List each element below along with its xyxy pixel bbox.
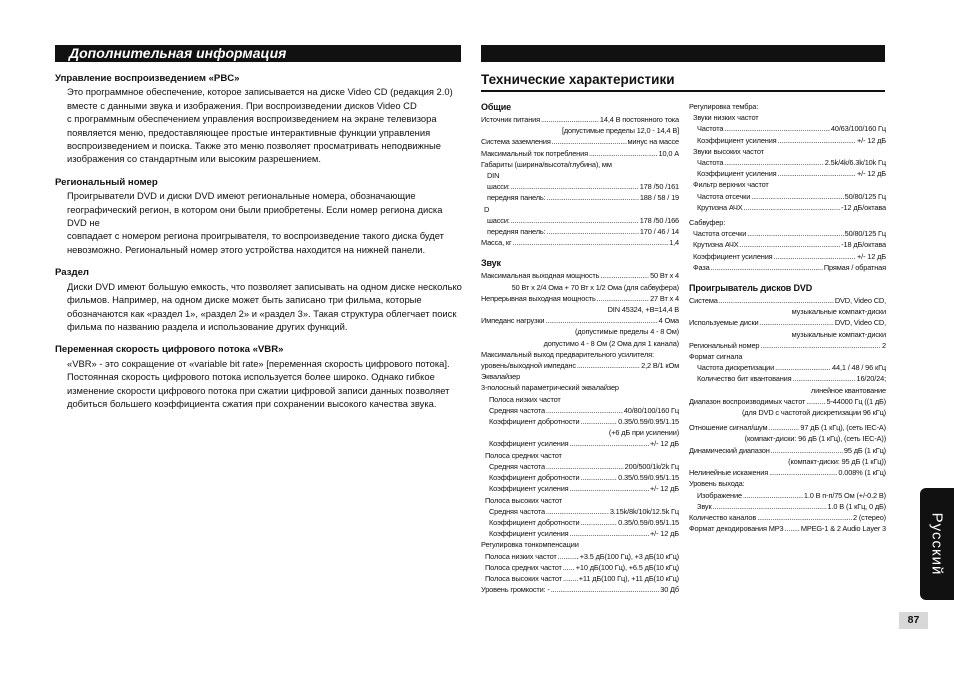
spec-row xyxy=(689,135,886,146)
spec-value: +/- 12 дБ xyxy=(857,169,886,179)
general-title: Общие xyxy=(481,102,511,112)
spec-key: Уровень громкости: - xyxy=(481,585,550,595)
spec-row xyxy=(481,237,679,248)
spec-row xyxy=(689,123,886,134)
spec-value: 5-44000 Гц ((1 дБ) xyxy=(826,396,886,406)
spec-key: Диапазон воспроизводимых частот xyxy=(689,396,806,406)
spec-label: Сабвуфер: xyxy=(689,218,726,228)
spec-value: 1,4 xyxy=(669,238,679,248)
spec-row xyxy=(481,528,679,539)
spec-row xyxy=(481,136,679,147)
spec-value: 1.0 В (1 кГц, 0 дБ) xyxy=(827,501,886,511)
spec-row xyxy=(689,157,886,168)
spec-row xyxy=(689,422,886,433)
spec-key: Крутизна АЧХ xyxy=(697,202,743,212)
spec-key: Полоса высоких частот xyxy=(485,573,563,583)
spec-row xyxy=(689,317,886,328)
spec-row xyxy=(689,168,886,179)
spec-row xyxy=(689,340,886,351)
text-line: «VBR» - это сокращение от «variable bit rate» [переменная скорость цифрового потока]. xyxy=(67,357,450,369)
spec-key: Средняя частота xyxy=(489,405,545,415)
spec-value: 16/20/24; xyxy=(856,374,886,384)
spec-row xyxy=(481,517,679,528)
spec-key: Коэффициент усиления xyxy=(489,484,569,494)
spec-key: Фаза xyxy=(693,262,710,272)
spec-note: DIN 45324, +В=14,4 В xyxy=(607,305,679,315)
spec-label: Полоса высоких частот xyxy=(485,495,563,505)
spec-value: 95 дБ (1 кГц) xyxy=(843,445,886,455)
spec-key: Нелинейные искажения xyxy=(689,468,769,478)
spec-row xyxy=(481,114,679,125)
specs-heading: Технические характеристики xyxy=(481,72,675,87)
spec-key: шасси: xyxy=(487,182,510,192)
text-line: фильма по названию раздела и использование других функций. xyxy=(67,320,348,332)
spec-value: DVD, Video CD, xyxy=(834,318,886,328)
spec-value: 178 /50 /161 xyxy=(639,182,679,192)
spec-row xyxy=(689,396,886,407)
right-header-bar xyxy=(481,45,885,62)
spec-row xyxy=(689,467,886,478)
spec-value: MPEG-1 & 2 Audio Layer 3 xyxy=(800,524,886,534)
spec-value: 50/80/125 Гц xyxy=(844,229,886,239)
left-column xyxy=(55,72,463,420)
spec-value: +/- 12 дБ xyxy=(650,439,679,449)
specs-column-1 xyxy=(481,101,679,595)
spec-row xyxy=(481,293,679,304)
spec-value: +10 дБ(100 Гц), +6.5 дБ(10 кГц) xyxy=(575,562,679,572)
text-line: Постоянная скорость цифрового потока используется более широко. Однако гибкое xyxy=(67,371,435,383)
spec-row xyxy=(689,251,886,262)
spec-label: Звуки низких частот xyxy=(693,113,759,123)
spec-row xyxy=(481,270,679,281)
spec-value: 27 Вт х 4 xyxy=(650,293,679,303)
spec-row xyxy=(689,523,886,534)
spec-value: 2.5k/4k/6.3k/10k Гц xyxy=(824,158,886,168)
text-line: Это программное обеспечение, которое записывается на диске Video CD (редакция 2.0) xyxy=(67,86,453,98)
language-tab-label: Русский xyxy=(928,512,946,576)
language-side-tab xyxy=(920,488,954,600)
spec-value: 0.008% (1 кГц) xyxy=(838,468,886,478)
spec-key: Система заземления xyxy=(481,137,551,147)
spec-row xyxy=(689,512,886,523)
spec-row xyxy=(689,501,886,512)
spec-row xyxy=(689,490,886,501)
spec-value: +/- 12 дБ xyxy=(650,529,679,539)
spec-row xyxy=(481,226,679,237)
spec-value: 2 xyxy=(882,340,886,350)
specs-column-2 xyxy=(689,101,886,534)
spec-value: 14,4 В постоянного тока xyxy=(599,115,679,124)
spec-value: 40/80/100/160 Гц xyxy=(623,405,679,415)
text-line: географический регион, в котором они были приобретены. Если номер региона диска DVD не xyxy=(67,203,443,229)
text-line: совпадает с номером региона проигрывателя, то воспроизведение такого диска будет xyxy=(67,230,444,242)
spec-label: D xyxy=(484,204,490,214)
spec-value: 0.35/0.59/0.95/1.15 xyxy=(618,417,679,427)
spec-value: +/- 12 дБ xyxy=(857,251,886,261)
spec-key: Полоса средних частот xyxy=(485,562,562,572)
spec-row xyxy=(689,202,886,213)
spec-value: +11 дБ(100 Гц), +11 дБ(10 кГц) xyxy=(578,573,679,583)
section-region xyxy=(55,176,463,256)
section-vbr xyxy=(55,343,463,410)
page-number: 87 xyxy=(899,612,928,629)
spec-key: Используемые диски xyxy=(689,318,759,328)
spec-key: Коэффициент усиления xyxy=(489,439,569,449)
spec-note: допустимо 4 - 8 Ом (2 Ома для 1 канала) xyxy=(543,338,679,348)
spec-note: (для DVD с частотой дискретизации 96 кГц) xyxy=(741,408,886,418)
spec-row xyxy=(481,562,679,573)
text-line: невозможно. Региональный номер этого устройства находится на нижней панели. xyxy=(67,243,426,255)
spec-key: Частота xyxy=(697,124,724,134)
spec-label: Габариты (ширина/высота/глубина), мм xyxy=(481,159,612,169)
spec-note: (допустимые пределы 4 - 8 Ом) xyxy=(575,327,679,337)
spec-key: передняя панель: xyxy=(487,227,546,237)
spec-key: Динамический диапазон xyxy=(689,445,770,455)
spec-key: Коэффициент добротности xyxy=(489,417,580,427)
spec-key: Максимальная выходная мощность xyxy=(481,271,600,281)
spec-value: 188 / 58 / 19 xyxy=(639,193,679,203)
spec-key: Частота отсечки xyxy=(697,191,751,201)
text-line: Проигрыватели DVD и диски DVD имеют региональные номера, обозначающие xyxy=(67,190,416,202)
spec-label: Регулировка тонкомпенсации xyxy=(481,540,579,550)
spec-row xyxy=(689,373,886,384)
spec-note: (+6 дБ при усилении) xyxy=(608,428,679,438)
spec-key: шасси: xyxy=(487,215,510,225)
spec-label: Эквалайзер xyxy=(481,372,521,382)
spec-key: Частота дискретизации xyxy=(697,363,775,373)
spec-value: 97 дБ (1 кГц), (сеть IEC-A) xyxy=(800,423,886,433)
spec-row xyxy=(481,192,679,203)
section-title: Управление воспроизведением «PBC» xyxy=(55,73,240,84)
spec-key: Средняя частота xyxy=(489,461,545,471)
spec-note: 50 Вт х 2/4 Ома + 70 Вт х 1/2 Ома (для сабвуфера) xyxy=(511,282,679,292)
spec-value: 44,1 / 48 / 96 кГц xyxy=(832,363,886,373)
spec-value: 4 Ома xyxy=(658,316,679,326)
spec-value: -12 дБ/октава xyxy=(841,202,886,212)
spec-value: 2 (стерео) xyxy=(852,512,886,522)
spec-key: Источник питания xyxy=(481,115,540,124)
spec-row xyxy=(481,405,679,416)
spec-row xyxy=(481,215,679,226)
spec-label: Уровень выхода: xyxy=(689,479,745,489)
spec-key: Звук xyxy=(697,501,712,511)
spec-row xyxy=(689,228,886,239)
section-title: Раздел xyxy=(55,267,90,279)
spec-note: музыкальные компакт-диски xyxy=(791,329,886,339)
spec-label: Фильтр верхних частот xyxy=(693,180,769,190)
spec-key: Полоса низких частот xyxy=(485,551,557,561)
spec-row xyxy=(481,584,679,595)
spec-key: Коэффициент добротности xyxy=(489,517,580,527)
spec-key: Крутизна АЧХ xyxy=(693,240,739,250)
section-body xyxy=(67,85,463,165)
section-title: Переменная скорость цифрового потока «VBR» xyxy=(55,344,284,356)
heading-rule xyxy=(481,90,885,92)
spec-label: Формат сигнала xyxy=(689,352,743,362)
spec-row xyxy=(481,551,679,562)
spec-value: 50/80/125 Гц xyxy=(844,191,886,201)
text-line: Диски DVD имеют большую емкость, что позволяет записывать на одном диске несколько xyxy=(67,280,462,292)
spec-value: минус на массе xyxy=(627,137,679,147)
spec-row xyxy=(481,360,679,371)
spec-row xyxy=(481,416,679,427)
spec-key: уровень/выходной импеданс xyxy=(481,361,576,371)
spec-note: линейное квантование xyxy=(810,385,886,395)
spec-note: (компакт-диски: 95 дБ (1 кГц)) xyxy=(788,456,886,466)
spec-value: 1.0 В п-п/75 Ом (+/-0.2 В) xyxy=(803,490,886,500)
text-line: изображения со стандартным или высоким разрешением. xyxy=(67,153,321,165)
spec-row xyxy=(689,239,886,250)
spec-key: Изображение xyxy=(697,490,742,500)
spec-row xyxy=(481,148,679,159)
spec-key: Формат декодирования MP3 xyxy=(689,524,784,534)
spec-value: 2,2 В/1 кОм xyxy=(641,361,679,371)
section-pbc xyxy=(55,72,463,166)
spec-value: +3.5 дБ(100 Гц), +3 дБ(10 кГц) xyxy=(579,551,679,561)
dvd-title: Проигрыватель дисков DVD xyxy=(689,283,813,294)
spec-row xyxy=(689,362,886,373)
spec-value: 178 /50 /166 xyxy=(639,215,679,225)
spec-row xyxy=(481,461,679,472)
spec-key: Частота отсечки xyxy=(693,229,747,239)
spec-key: Система xyxy=(689,296,718,306)
spec-row xyxy=(689,295,886,306)
spec-row xyxy=(481,181,679,192)
spec-key: Непрерывная выходная мощность xyxy=(481,293,596,303)
section-body xyxy=(67,189,463,256)
spec-label: Полоса средних частот xyxy=(485,450,562,460)
text-line: фильмов. Например, на одном диске может быть записано три фильма, которые xyxy=(67,294,422,306)
spec-key: Отношение сигнал/шум xyxy=(689,423,768,433)
spec-key: Частота xyxy=(697,158,724,168)
spec-key: Коэффициент усиления xyxy=(489,529,569,539)
spec-row xyxy=(481,483,679,494)
spec-value: 0.35/0.59/0.95/1.15 xyxy=(618,473,679,483)
spec-key: Коэффициент усиления xyxy=(697,135,777,145)
spec-key: передняя панель: xyxy=(487,193,546,203)
spec-key: Количество бит квантования xyxy=(697,374,792,384)
section-title: Региональный номер xyxy=(55,176,158,188)
spec-row xyxy=(481,573,679,584)
spec-key: Максимальный ток потребления xyxy=(481,148,588,158)
spec-key: Региональный номер xyxy=(689,340,760,350)
spec-label: Звуки высоких частот xyxy=(693,146,764,156)
spec-value: 200/500/1k/2k Гц xyxy=(624,461,679,471)
spec-row xyxy=(481,472,679,483)
spec-value: Прямая / обратная xyxy=(823,262,886,272)
spec-note: [допустимые пределы 12,0 - 14,4 В] xyxy=(561,126,679,136)
spec-value: 0.35/0.59/0.95/1.15 xyxy=(618,517,679,527)
spec-row xyxy=(689,191,886,202)
text-line: воспроизведением и поиска. Также это меню позволяет просматривать неподвижные xyxy=(67,140,441,152)
spec-value: +/- 12 дБ xyxy=(857,135,886,145)
spec-key: Коэффициент усиления xyxy=(693,251,773,261)
spec-value: -18 дБ/октава xyxy=(841,240,886,250)
spec-note: (компакт-диски: 96 дБ (1 кГц), (сеть IEC-A)) xyxy=(744,434,886,444)
spec-value: 30 Дб xyxy=(660,585,679,595)
spec-row xyxy=(689,445,886,456)
section-body xyxy=(67,357,463,411)
spec-key: Средняя частота xyxy=(489,506,545,516)
text-line: с программным обеспечением управления воспроизведением на экране телевизора xyxy=(67,113,437,125)
spec-label: Регулировка тембра: xyxy=(689,102,759,111)
spec-note: музыкальные компакт-диски xyxy=(791,307,886,317)
spec-key: Импеданс нагрузки xyxy=(481,316,545,326)
left-header-bar xyxy=(55,45,461,62)
sound-title: Звук xyxy=(481,258,501,269)
spec-value: 3.15k/8k/10k/12.5k Гц xyxy=(609,506,679,516)
spec-label: 3-полосный параметрический эквалайзер xyxy=(481,383,619,393)
text-line: изменение скорости цифрового потока при сжатии цифровой записи данных позволяет xyxy=(67,384,450,396)
spec-value: +/- 12 дБ xyxy=(650,484,679,494)
spec-row xyxy=(689,262,886,273)
spec-key: Коэффициент добротности xyxy=(489,473,580,483)
spec-label: DIN xyxy=(487,171,500,181)
spec-row xyxy=(481,438,679,449)
spec-label: Максимальный выход предварительного усилителя: xyxy=(481,349,654,359)
text-line: обозначаются как «раздел 1», «раздел 2» и «раздел 3». Такая структура облегчает поиск xyxy=(67,307,457,319)
spec-key: Количество каналов xyxy=(689,512,757,522)
text-line: появляется меню, предоставляющее простые интерактивные функции управления xyxy=(67,126,431,138)
section-title-chapter xyxy=(55,266,463,333)
spec-row xyxy=(481,506,679,517)
spec-value: 170 / 46 / 14 xyxy=(639,227,679,237)
spec-label: Полоса низких частот xyxy=(489,394,561,404)
spec-value: DVD, Video CD, xyxy=(834,296,886,306)
spec-value: 40/63/100/160 Гц xyxy=(830,124,886,134)
spec-key: Масса, кг xyxy=(481,238,512,248)
spec-key: Коэффициент усиления xyxy=(697,169,777,179)
section-body xyxy=(67,280,463,334)
spec-row xyxy=(481,315,679,326)
spec-value: 10,0 А xyxy=(658,148,679,158)
text-line: вместе с данными звука и изображения. При воспроизведении дисков Video CD xyxy=(67,99,417,111)
text-line: добиться большего коэффициента сжатия при сохранении высокого качества звука. xyxy=(67,397,437,409)
spec-value: 50 Вт х 4 xyxy=(650,271,679,281)
left-header-title: Дополнительная информация xyxy=(69,45,287,61)
